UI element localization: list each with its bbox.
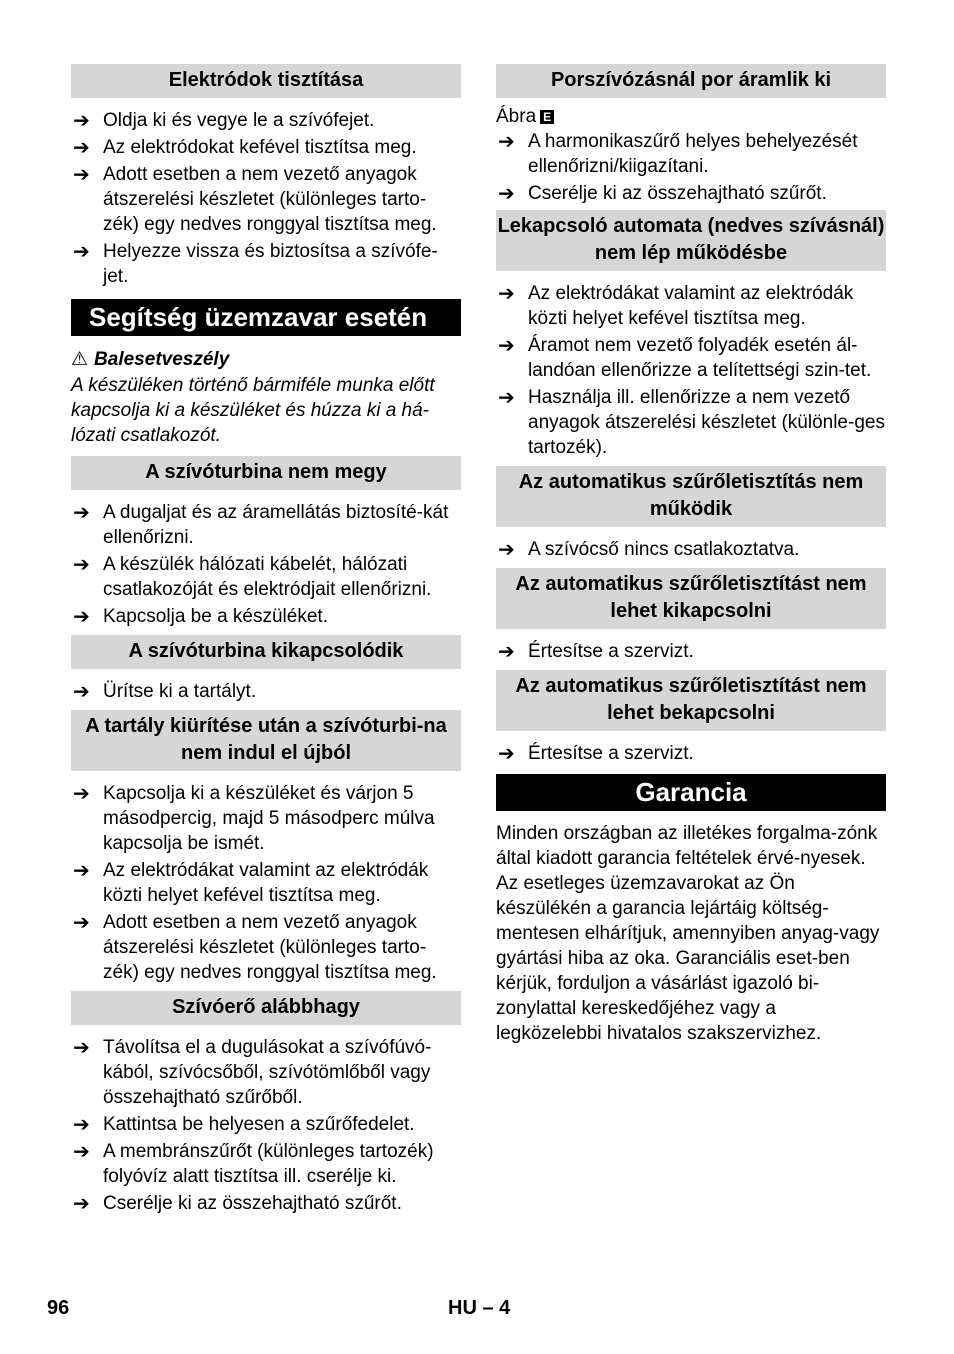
arrow-right-icon: ➔ [73,604,90,628]
list-item: ➔ Az elektródákat valamint az elektródák közti helyet kefével tisztítsa meg. [498,281,854,329]
arrow-right-icon: ➔ [498,639,515,663]
arrow-right-icon: ➔ [73,1191,90,1215]
arrow-right-icon: ➔ [73,910,90,934]
list-item: ➔ Értesítse a szervizt. [498,639,694,663]
arrow-right-icon: ➔ [73,500,90,524]
bullet-list-electrode-cleaning [71,108,461,289]
page-label: HU – 4 [448,1297,511,1319]
figure-reference: Ábra E [496,104,886,129]
bullet-list-turbine-switches-off [71,679,461,704]
bullet-list-auto-shutoff [496,281,886,460]
list-item: ➔ Adott esetben a nem vezető anyagok átszerelési készletet (különleges tarto-zék) egy nedves ronggyal tisztítsa meg. [73,162,437,235]
section-heading-auto-shutoff: Lekapcsoló automata (nedves szívásnál) nem lép működésbe [496,210,886,271]
main-heading-warranty: Garancia [496,774,886,811]
left-column [71,64,461,1220]
list-item: ➔ Adott esetben a nem vezető anyagok átszerelési készletet (különleges tarto-zék) egy nedves ronggyal tisztítsa meg. [73,910,437,983]
section-heading-turbine-not-running: A szívóturbina nem megy [71,456,461,490]
arrow-right-icon: ➔ [73,679,90,703]
arrow-right-icon: ➔ [73,1035,90,1059]
section-heading-dust-escapes: Porszívózásnál por áramlik ki [496,64,886,98]
list-item: ➔ Kapcsolja be a készüléket. [73,604,328,628]
list-item: ➔ Értesítse a szervizt. [498,741,694,765]
warning-triangle-icon: ⚠ [71,348,89,370]
section-heading-electrode-cleaning: Elektródok tisztítása [71,64,461,98]
warranty-text: Minden országban az illetékes forgalma-zónk által kiadott garancia feltételek érvé-nyesek. Az esetleges üzemzavarokat az Ön készülékén a garancia lejártáig költség-mentesen elhárítjuk, amennyiben anyag-vagy gyártási hiba az oka. Garanciális eset-ben kérjük, forduljon a vásárlást igazoló bi-zonylattal kereskedőjéhez vagy a legközelebbi hivatalos szakszervizhez. [496,823,880,1044]
bullet-list-suction-decreases [71,1035,461,1216]
bullet-list-filter-cleaning-cannot-off [496,639,886,664]
list-item: ➔ Cserélje ki az összehajtható szűrőt. [498,181,827,205]
bullet-list-filter-cleaning-cannot-on [496,741,886,766]
arrow-right-icon: ➔ [73,1139,90,1163]
main-heading-troubleshooting: Segítség üzemzavar esetén [71,299,461,336]
section-heading-turbine-switches-off: A szívóturbina kikapcsolódik [71,635,461,669]
bullet-list-filter-cleaning-not-working [496,537,886,562]
list-item: ➔ A dugaljat és az áramellátás biztosíté-kát ellenőrizni. [73,500,449,548]
section-heading-filter-cleaning-cannot-on: Az automatikus szűrőletisztítást nem lehet bekapcsolni [496,670,886,731]
section-heading-suction-decreases: Szívóerő alábbhagy [71,991,461,1025]
arrow-right-icon: ➔ [73,135,90,159]
arrow-right-icon: ➔ [73,239,90,263]
list-item: ➔ Kattintsa be helyesen a szűrőfedelet. [73,1112,415,1136]
arrow-right-icon: ➔ [498,741,515,765]
list-item: ➔ Oldja ki és vegye le a szívófejet. [73,108,375,132]
arrow-right-icon: ➔ [73,858,90,882]
section-heading-filter-cleaning-cannot-off: Az automatikus szűrőletisztítást nem lehet kikapcsolni [496,568,886,629]
page-number: 96 [47,1297,70,1319]
arrow-right-icon: ➔ [498,129,515,153]
list-item: ➔ A készülék hálózati kábelét, hálózati csatlakozóját és elektródjait ellenőrizni. [73,552,432,600]
list-item: ➔ A szívócső nincs csatlakoztatva. [498,537,800,561]
arrow-right-icon: ➔ [498,281,515,305]
arrow-right-icon: ➔ [73,1112,90,1136]
right-column [496,64,886,1046]
bullet-list-dust-escapes [496,129,886,206]
list-item: ➔ Használja ill. ellenőrizze a nem vezető anyagok átszerelési készletet (különle-ges tartozék). [498,385,885,458]
arrow-right-icon: ➔ [73,552,90,576]
list-item: ➔ Cserélje ki az összehajtható szűrőt. [73,1191,402,1215]
section-heading-turbine-not-restarting: A tartály kiürítése után a szívóturbi-na nem indul el újból [71,710,461,771]
bullet-list-turbine-not-running [71,500,461,629]
list-item: ➔ Kapcsolja ki a készüléket és várjon 5 másodpercig, majd 5 másodperc múlva kapcsolja be ismét. [73,781,435,854]
arrow-right-icon: ➔ [73,108,90,132]
arrow-right-icon: ➔ [73,162,90,186]
list-item: ➔ A membránszűrőt (különleges tartozék) folyóvíz alatt tisztítsa ill. cserélje ki. [73,1139,434,1187]
list-item: ➔ Az elektródokat kefével tisztítsa meg. [73,135,417,159]
arrow-right-icon: ➔ [73,781,90,805]
bullet-list-turbine-not-restarting [71,781,461,985]
figure-badge: E [540,110,554,124]
list-item: ➔ Távolítsa el a dugulásokat a szívófúvó-kából, szívócsőből, szívótömlőből vagy összehajtható szűrőből. [73,1035,432,1108]
list-item: ➔ Helyezze vissza és biztosítsa a szívófe-jet. [73,239,438,287]
arrow-right-icon: ➔ [498,333,515,357]
arrow-right-icon: ➔ [498,385,515,409]
list-item: ➔ Áramot nem vezető folyadék esetén ál-landóan ellenőrizze a telítettségi szin-tet. [498,333,872,381]
list-item: ➔ A harmonikaszűrő helyes behelyezését ellenőrizni/kiigazítani. [498,129,858,177]
warning-text: A készüléken történő bármiféle munka előtt kapcsolja ki a készüléket és húzza ki a há-lózati csatlakozót. [71,375,435,446]
arrow-right-icon: ➔ [498,181,515,205]
warning-title: ⚠ Balesetveszély [71,348,230,370]
arrow-right-icon: ➔ [498,537,515,561]
section-heading-filter-cleaning-not-working: Az automatikus szűrőletisztítás nem működik [496,466,886,527]
list-item: ➔ Ürítse ki a tartályt. [73,679,257,703]
list-item: ➔ Az elektródákat valamint az elektródák közti helyet kefével tisztítsa meg. [73,858,429,906]
